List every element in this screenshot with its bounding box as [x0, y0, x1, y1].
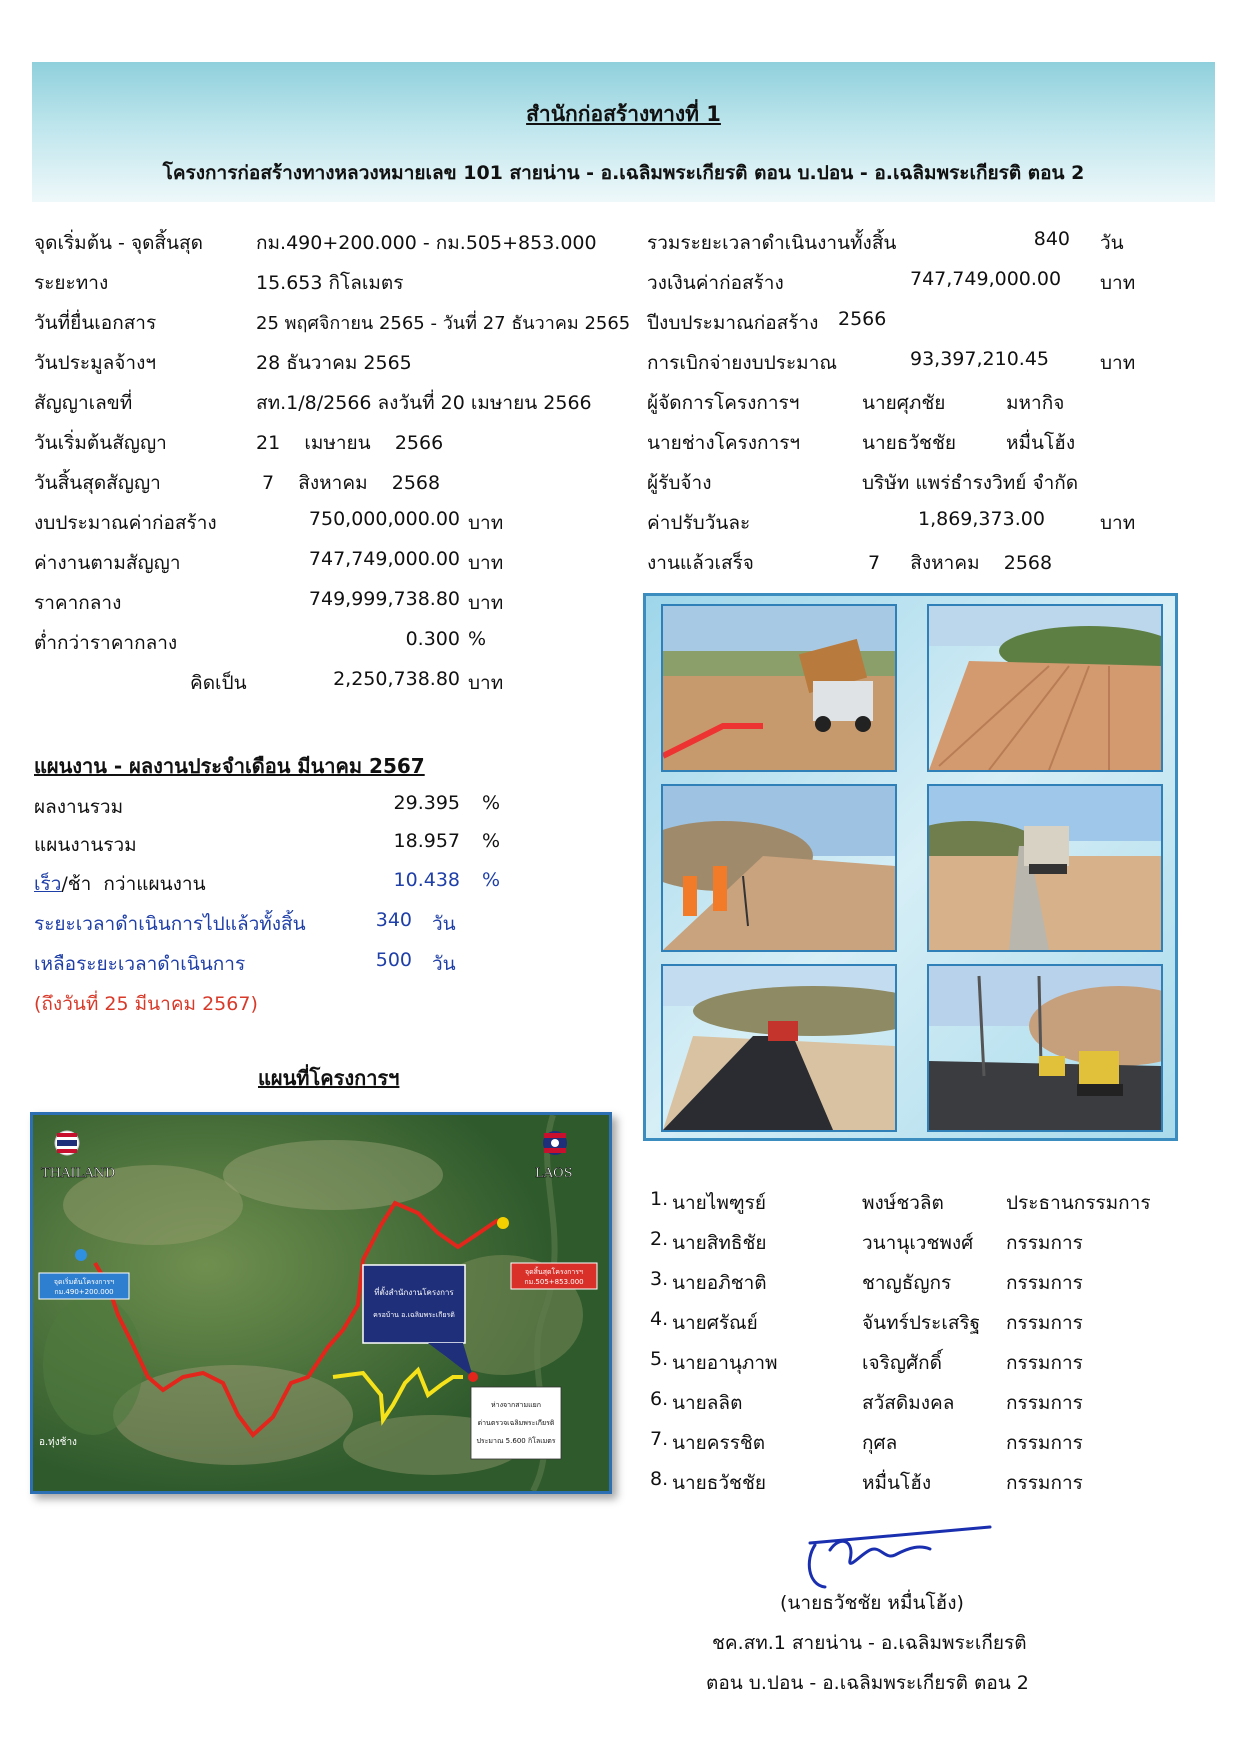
remaining-label: เหลือระยะเวลาดำเนินการ	[34, 953, 246, 975]
committee-role: กรรมการ	[1006, 1272, 1083, 1294]
graded-road-photo	[929, 606, 1161, 770]
project-map	[30, 1112, 612, 1494]
committee-role: กรรมการ	[1006, 1432, 1083, 1454]
committee-role: กรรมการ	[1006, 1232, 1083, 1254]
committee-last: สวัสดิมงคล	[862, 1392, 955, 1414]
diff-label	[34, 869, 206, 899]
office-label-2: ครอบ้าน อ.เฉลิมพระเกียรติ	[373, 1311, 455, 1319]
budget-label: งบประมาณค่าก่อสร้าง	[34, 512, 217, 534]
committee-first: นายอานุภาพ	[672, 1352, 778, 1374]
committee-first: นายครรชิต	[672, 1432, 766, 1454]
plan-label: แผนงานรวม	[34, 834, 137, 856]
thailand-label: THAILAND	[41, 1166, 116, 1181]
end-label-1: จุดสิ้นสุดโครงการฯ	[524, 1268, 584, 1276]
remaining-value: 500	[375, 949, 412, 971]
committee-role: กรรมการ	[1006, 1312, 1083, 1334]
plan-value: 18.957	[393, 830, 460, 852]
actual-value: 29.395	[393, 792, 460, 814]
info-label: วันที่ยื่นเอกสาร	[34, 312, 157, 334]
info-label: งานแล้วเสร็จ	[647, 552, 754, 574]
info-unit: บาท	[1100, 352, 1136, 374]
paver-machine-photo	[929, 786, 1161, 950]
signature-mark	[800, 1515, 1000, 1595]
computed-value: 2,250,738.80	[333, 668, 460, 690]
note-line-3: ประมาณ 5.600 กิโลเมตร	[476, 1437, 556, 1445]
elapsed-label: ระยะเวลาดำเนินการไปแล้วทั้งสิ้น	[34, 913, 306, 935]
info-label: จุดเริ่มต้น - จุดสิ้นสุด	[34, 232, 203, 254]
header-banner	[32, 62, 1215, 202]
plan-unit: %	[482, 830, 501, 852]
budget-unit: บาท	[468, 552, 504, 574]
info-value: 93,397,210.45	[910, 348, 1050, 370]
note-line-2: ด่านตรวจเฉลิมพระเกียรติ	[477, 1419, 555, 1427]
actual-unit: %	[482, 792, 501, 814]
note-line-1: ห่างจากสามแยก	[491, 1401, 541, 1409]
info-unit: บาท	[1100, 272, 1136, 294]
budget-label: ต่ำกว่าราคากลาง	[34, 632, 178, 654]
computed-unit: บาท	[468, 672, 504, 694]
budget-value: 749,999,738.80	[308, 588, 460, 610]
committee-no: 6.	[650, 1388, 669, 1410]
elapsed-value: 340	[375, 909, 412, 931]
info-unit: มหากิจ	[1006, 392, 1065, 414]
map-svg	[33, 1115, 609, 1491]
site-photo	[661, 604, 897, 772]
office-title: สำนักก่อสร้างทางที่ 1	[526, 102, 721, 126]
info-value: นายศุภชัย	[862, 392, 946, 414]
as-of-date: (ถึงวันที่ 25 มีนาคม 2567)	[34, 993, 258, 1015]
site-photo	[661, 964, 897, 1132]
info-label: วันประมูลจ้างฯ	[34, 352, 157, 374]
info-value: 21 เมษายน 2566	[256, 432, 444, 454]
committee-no: 5.	[650, 1348, 669, 1370]
computed-label: คิดเป็น	[190, 672, 247, 694]
committee-role: กรรมการ	[1006, 1472, 1083, 1494]
actual-label: ผลงานรวม	[34, 796, 124, 818]
committee-first: นายไพฑูรย์	[672, 1192, 766, 1214]
start-label-2: กม.490+200.000	[54, 1288, 114, 1296]
site-photo	[927, 604, 1163, 772]
info-value: 15.653 กิโลเมตร	[256, 272, 404, 294]
laos-flag-icon	[543, 1131, 567, 1155]
committee-last: วนานุเวชพงศ์	[862, 1232, 974, 1254]
committee-no: 7.	[650, 1428, 669, 1450]
committee-no: 4.	[650, 1308, 669, 1330]
info-value: 7 สิงหาคม 2568	[256, 472, 441, 494]
site-photos	[643, 593, 1178, 1141]
info-label: วงเงินค่าก่อสร้าง	[647, 272, 784, 294]
info-value: 25 พฤศจิกายน 2565 - วันที่ 27 ธันวาคม 2565	[256, 313, 631, 334]
committee-role: กรรมการ	[1006, 1392, 1083, 1414]
info-unit: หมื่นโฮ้ง	[1006, 432, 1076, 454]
committee-last: หมื่นโฮ้ง	[862, 1472, 932, 1494]
committee-no: 3.	[650, 1268, 669, 1290]
committee-last: จันทร์ประเสริฐ	[862, 1312, 981, 1334]
diff-value: 10.438	[393, 869, 460, 891]
info-label: ผู้จัดการโครงการฯ	[647, 392, 800, 414]
progress-heading: แผนงาน - ผลงานประจำเดือน มีนาคม 2567	[34, 754, 425, 778]
info-value: สท.1/8/2566 ลงวันที่ 20 เมษายน 2566	[256, 392, 592, 414]
committee-first: นายอภิชาติ	[672, 1272, 767, 1294]
info-label: วันสิ้นสุดสัญญา	[34, 472, 161, 494]
start-label-1: จุดเริ่มต้นโครงการฯ	[53, 1278, 115, 1286]
info-label: นายช่างโครงการฯ	[647, 432, 801, 454]
budget-unit: บาท	[468, 592, 504, 614]
budget-label: ราคากลาง	[34, 592, 122, 614]
fast-word: เร็ว	[34, 873, 62, 895]
info-label: ผู้รับจ้าง	[647, 472, 712, 494]
thailand-flag-icon	[55, 1131, 79, 1155]
info-unit: วัน	[1100, 232, 1124, 254]
budget-label: ค่างานตามสัญญา	[34, 552, 181, 574]
info-label: รวมระยะเวลาดำเนินงานทั้งสิ้น	[647, 232, 897, 254]
info-value: กม.490+200.000 - กม.505+853.000	[256, 232, 597, 254]
signer-name: (นายธวัชชัย หมื่นโฮ้ง)	[780, 1592, 964, 1614]
info-value: 1,869,373.00	[918, 508, 1045, 530]
info-value: 747,749,000.00	[910, 268, 1062, 290]
committee-first: นายสิทธิชัย	[672, 1232, 767, 1254]
committee-role: กรรมการ	[1006, 1352, 1083, 1374]
dump-truck-photo	[663, 606, 895, 770]
committee-last: กุศล	[862, 1432, 898, 1454]
site-photo	[927, 964, 1163, 1132]
signer-position-1: ชค.สท.1 สายน่าน - อ.เฉลิมพระเกียรติ	[712, 1632, 1027, 1654]
signer-position-2: ตอน บ.ปอน - อ.เฉลิมพระเกียรติ ตอน 2	[706, 1672, 1029, 1694]
info-label: ค่าปรับวันละ	[647, 512, 751, 534]
end-label-2: กม.505+853.000	[524, 1278, 584, 1286]
info-label: สัญญาเลขที่	[34, 392, 133, 414]
budget-value: 747,749,000.00	[308, 548, 460, 570]
info-label: การเบิกจ่ายงบประมาณ	[647, 352, 837, 374]
committee-first: นายธวัชชัย	[672, 1472, 766, 1494]
committee-no: 1.	[650, 1188, 669, 1210]
committee-first: นายลลิต	[672, 1392, 743, 1414]
map-heading: แผนที่โครงการฯ	[258, 1066, 400, 1090]
committee-last: พงษ์ชวลิต	[862, 1192, 944, 1214]
diff-unit: %	[482, 869, 501, 891]
site-photo	[927, 784, 1163, 952]
committee-no: 2.	[650, 1228, 669, 1250]
committee-role: ประธานกรรมการ	[1006, 1192, 1151, 1214]
info-value: 840	[1033, 228, 1070, 250]
info-label: ปีงบประมาณก่อสร้าง	[647, 312, 819, 334]
info-label: ระยะทาง	[34, 272, 109, 294]
asphalt-road-photo	[663, 966, 895, 1130]
survey-crew-photo	[663, 786, 895, 950]
office-label-1: ที่ตั้งสำนักงานโครงการ	[374, 1288, 454, 1297]
remaining-unit: วัน	[432, 953, 456, 975]
budget-value: 750,000,000.00	[308, 508, 460, 530]
info-value: 28 ธันวาคม 2565	[256, 352, 412, 374]
budget-unit: %	[468, 628, 487, 650]
road-rollers-photo	[929, 966, 1161, 1130]
committee-no: 8.	[650, 1468, 669, 1490]
committee-first: นายศรัณย์	[672, 1312, 758, 1334]
laos-label: LAOS	[535, 1166, 573, 1181]
diff-label-rest: /ช้า กว่าแผนงาน	[61, 873, 206, 895]
elapsed-unit: วัน	[432, 913, 456, 935]
info-value: 2566	[838, 308, 887, 330]
project-title: โครงการก่อสร้างทางหลวงหมายเลข 101 สายน่าน - อ.เฉลิมพระเกียรติ ตอน บ.ปอน - อ.เฉลิมพระเกียรติ ตอน 2	[162, 162, 1085, 184]
info-value: บริษัท แพร่ธำรงวิทย์ จำกัด	[862, 472, 1079, 494]
committee-last: ชาญธัญกร	[862, 1272, 952, 1294]
info-value: นายธวัชชัย	[862, 432, 956, 454]
committee-last: เจริญศักดิ์	[862, 1352, 942, 1374]
town-label: อ.ทุ่งช้าง	[39, 1437, 77, 1448]
info-unit: บาท	[1100, 512, 1136, 534]
budget-unit: บาท	[468, 512, 504, 534]
site-photo	[661, 784, 897, 952]
info-value: 7 สิงหาคม 2568	[868, 552, 1053, 574]
info-label: วันเริ่มต้นสัญญา	[34, 432, 167, 454]
budget-value: 0.300	[405, 628, 460, 650]
